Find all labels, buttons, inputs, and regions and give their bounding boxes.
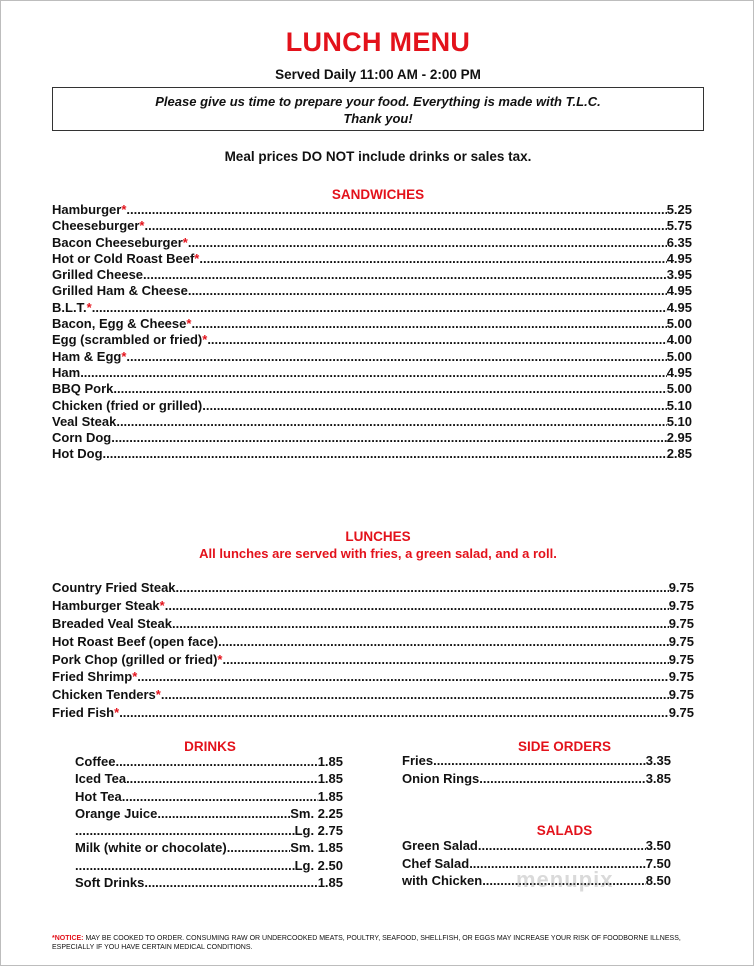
salads-title: SALADS [536, 823, 593, 838]
asterisk-marker: * [159, 597, 165, 613]
dot-leader [172, 616, 669, 632]
dot-leader [126, 202, 666, 218]
menu-item-row [52, 300, 692, 316]
menu-item-price: Lg. 2.75 [294, 823, 343, 839]
dot-leader [161, 687, 669, 703]
menu-item-price: 3.35 [645, 753, 671, 768]
menu-item-row [52, 381, 692, 397]
menu-item-name: Bacon Cheeseburger [52, 234, 183, 250]
dot-leader [165, 598, 669, 614]
drinks-list [75, 754, 343, 892]
menu-item-price: Sm. 2.25 [290, 805, 343, 821]
dot-leader [207, 332, 666, 348]
dot-leader [479, 771, 645, 787]
menu-item-name: Orange Juice [75, 805, 158, 821]
menu-item-name: Corn Dog [52, 430, 112, 446]
menu-item-name: Fried Fish [52, 705, 115, 721]
asterisk-marker: * [194, 250, 200, 266]
dot-leader [116, 414, 666, 430]
menu-item-name: BBQ Pork [52, 381, 114, 397]
food-safety-notice [52, 934, 712, 952]
menupix-watermark: menupix [516, 867, 614, 892]
menu-item-row [52, 634, 694, 652]
menu-item-price: 4.95 [666, 250, 692, 266]
lunches-subtitle: All lunches are served with fries, a green salad, and a roll. [199, 546, 557, 561]
menu-item-row [75, 858, 343, 875]
menu-item-row [402, 771, 671, 789]
menu-item-name: Coffee [75, 754, 116, 769]
menu-item-name: Fries [402, 753, 434, 768]
served-hours: Served Daily 11:00 AM - 2:00 PM [275, 67, 481, 82]
notice-text: MAY BE COOKED TO ORDER. CONSUMING RAW OR UNDERCOOKED MEATS, POULTRY, SEAFOOD, SHELLFISH, OR EGGS MAY INCREASE YOUR RISK OF FOODBORNE ILLNESS, ESPECIALLY IF YOU HAVE CERTAIN MEDICAL CONDITIONS. [52, 935, 681, 951]
sandwiches-list [52, 202, 692, 463]
asterisk-marker: * [121, 348, 127, 364]
menu-item-name: Chicken Tenders [52, 687, 156, 703]
dot-leader [113, 381, 666, 397]
menu-item-name: Green Salad [402, 838, 478, 853]
dot-leader [111, 430, 666, 446]
tlc-note-line2: Thank you! [343, 111, 413, 126]
menu-item-row [75, 771, 343, 788]
menu-item-price: Lg. 2.50 [294, 857, 343, 873]
menu-item-price: 3.85 [645, 770, 671, 786]
menu-item-price: Sm. 1.85 [290, 840, 343, 856]
menu-item-row [52, 414, 692, 430]
menu-item-price: 5.25 [666, 202, 692, 217]
asterisk-marker: * [217, 651, 223, 667]
asterisk-marker: * [139, 218, 145, 234]
menu-item-row [52, 580, 694, 598]
menu-item-row [52, 430, 692, 446]
asterisk-marker: * [182, 234, 188, 250]
menu-item-name: Milk (white or chocolate) [75, 840, 227, 856]
dot-leader [433, 753, 646, 769]
menu-item-price: 9.75 [668, 651, 694, 667]
dot-leader [202, 398, 666, 414]
menu-item-price: 5.10 [666, 397, 692, 413]
menu-item-row [75, 806, 343, 823]
asterisk-marker: * [121, 202, 127, 217]
dot-leader [115, 754, 317, 770]
menu-item-price: 1.85 [317, 875, 343, 891]
dot-leader [478, 838, 646, 854]
menu-item-name: Grilled Cheese [52, 267, 144, 283]
dot-leader [157, 806, 290, 822]
menu-item-name: Chef Salad [402, 855, 470, 871]
menu-item-price: 4.95 [666, 364, 692, 380]
drinks-title: DRINKS [184, 739, 236, 754]
dot-leader [188, 235, 667, 251]
menu-item-price: 2.95 [666, 430, 692, 446]
menu-item-name: Chicken (fried or grilled) [52, 397, 203, 413]
menu-item-row [75, 875, 343, 892]
dot-leader [92, 300, 667, 316]
dot-leader [227, 840, 291, 856]
menu-item-name: Hot Dog [52, 446, 103, 462]
menu-item-row [75, 823, 343, 840]
tlc-note-box [52, 87, 704, 131]
menu-item-price: 1.85 [317, 754, 343, 769]
menu-item-name: Breaded Veal Steak [52, 615, 172, 631]
menu-title: LUNCH MENU [285, 27, 471, 57]
dot-leader [143, 267, 667, 283]
dot-leader [176, 580, 669, 596]
dot-leader [218, 634, 669, 650]
menu-item-price: 3.95 [666, 267, 692, 283]
menu-item-row [52, 267, 692, 283]
menu-item-name: with Chicken [402, 873, 483, 888]
menu-item-name: Hamburger [52, 202, 122, 217]
menu-item-row [52, 652, 694, 670]
dot-leader [126, 349, 666, 365]
asterisk-marker: * [132, 669, 138, 685]
menu-item-name: Hamburger Steak [52, 597, 160, 613]
menu-item-name: Pork Chop (grilled or fried) [52, 651, 218, 667]
menu-item-row [52, 616, 694, 634]
dot-leader [126, 771, 318, 787]
sandwiches-title: SANDWICHES [331, 187, 425, 202]
notice-label: *NOTICE: [52, 935, 84, 942]
menu-item-price: 5.75 [666, 218, 692, 234]
menu-item-name: Grilled Ham & Cheese [52, 283, 188, 299]
lunches-title: LUNCHES [345, 529, 411, 544]
dot-leader [80, 365, 667, 381]
menu-item-name: Hot Tea [75, 788, 122, 804]
lunches-list [52, 580, 694, 723]
menu-item-row [52, 332, 692, 348]
menu-item-price: 9.75 [668, 615, 694, 631]
menu-item-row [52, 283, 692, 299]
dot-leader [188, 283, 667, 299]
menu-item-row [52, 349, 692, 365]
menu-item-price: 4.00 [666, 332, 692, 348]
menu-item-price: 1.85 [317, 771, 343, 787]
menu-item-row [52, 669, 694, 687]
menu-item-price: 5.10 [666, 413, 692, 429]
menu-item-row [75, 789, 343, 806]
menu-item-price: 7.50 [645, 855, 671, 871]
menu-item-price: 5.00 [666, 381, 692, 397]
menu-item-price: 9.75 [668, 633, 694, 649]
menu-item-price: 9.75 [668, 705, 694, 721]
dot-leader [222, 652, 668, 668]
menu-item-price: 4.95 [666, 299, 692, 315]
dot-leader [199, 251, 666, 267]
menu-item-name: Fried Shrimp [52, 669, 133, 685]
menu-item-row [52, 398, 692, 414]
side-orders-title: SIDE ORDERS [517, 739, 612, 754]
dot-leader [144, 875, 317, 891]
menu-item-name: Ham [52, 364, 81, 380]
menu-item-row [52, 218, 692, 234]
menu-item-name: Soft Drinks [75, 875, 145, 891]
menu-item-price: 6.35 [666, 234, 692, 250]
asterisk-marker: * [155, 687, 161, 703]
meal-price-note: Meal prices DO NOT include drinks or sales tax. [224, 149, 532, 164]
menu-item-row [52, 235, 692, 251]
asterisk-marker: * [86, 299, 92, 315]
menu-item-name: Egg (scrambled or fried) [52, 332, 203, 348]
menu-item-row [52, 687, 694, 705]
menu-item-name: Hot or Cold Roast Beef [52, 250, 195, 266]
menu-item-name: Ham & Egg [52, 348, 122, 364]
menu-item-row [75, 754, 343, 771]
menu-item-price: 1.85 [317, 788, 343, 804]
menu-item-price: 8.50 [645, 873, 671, 888]
menu-item-price: 4.95 [666, 283, 692, 299]
menu-item-row [52, 316, 692, 332]
side-orders-list [402, 753, 671, 788]
menu-item-row [75, 840, 343, 857]
menu-item-price: 5.00 [666, 348, 692, 364]
dot-leader [103, 446, 667, 462]
menu-item-row [402, 838, 671, 856]
menu-item-row [52, 251, 692, 267]
dot-leader [75, 823, 295, 839]
dot-leader [191, 316, 666, 332]
menu-item-name: Hot Roast Beef (open face) [52, 633, 219, 649]
menu-item-price: 9.75 [668, 669, 694, 685]
menu-item-price: 3.50 [645, 838, 671, 853]
menu-item-row [52, 705, 694, 723]
menu-item-price: 5.00 [666, 316, 692, 332]
menu-item-price: 2.85 [666, 446, 692, 462]
dot-leader [144, 218, 666, 234]
menu-item-row [52, 365, 692, 381]
asterisk-marker: * [186, 316, 192, 332]
menu-item-name: Veal Steak [52, 413, 117, 429]
menu-item-name: Bacon, Egg & Cheese [52, 316, 187, 332]
menu-item-row [52, 446, 692, 462]
asterisk-marker: * [202, 332, 208, 348]
tlc-note-line1: Please give us time to prepare your food. Everything is made with T.L.C. [155, 94, 601, 109]
menu-item-price: 9.75 [668, 687, 694, 703]
dot-leader [122, 789, 318, 805]
dot-leader [119, 705, 669, 721]
menu-item-row [52, 598, 694, 616]
asterisk-marker: * [114, 705, 120, 721]
dot-leader [75, 858, 295, 874]
menu-item-row [402, 753, 671, 771]
menu-item-name: Onion Rings [402, 770, 480, 786]
dot-leader [137, 669, 668, 685]
menu-item-price: 9.75 [668, 580, 694, 595]
menu-item-name: Cheeseburger [52, 218, 140, 234]
menu-item-name: Country Fried Steak [52, 580, 176, 595]
menu-item-name: B.L.T. [52, 299, 87, 315]
menu-item-row [52, 202, 692, 218]
menu-item-price: 9.75 [668, 597, 694, 613]
menu-item-name: Iced Tea [75, 771, 127, 787]
